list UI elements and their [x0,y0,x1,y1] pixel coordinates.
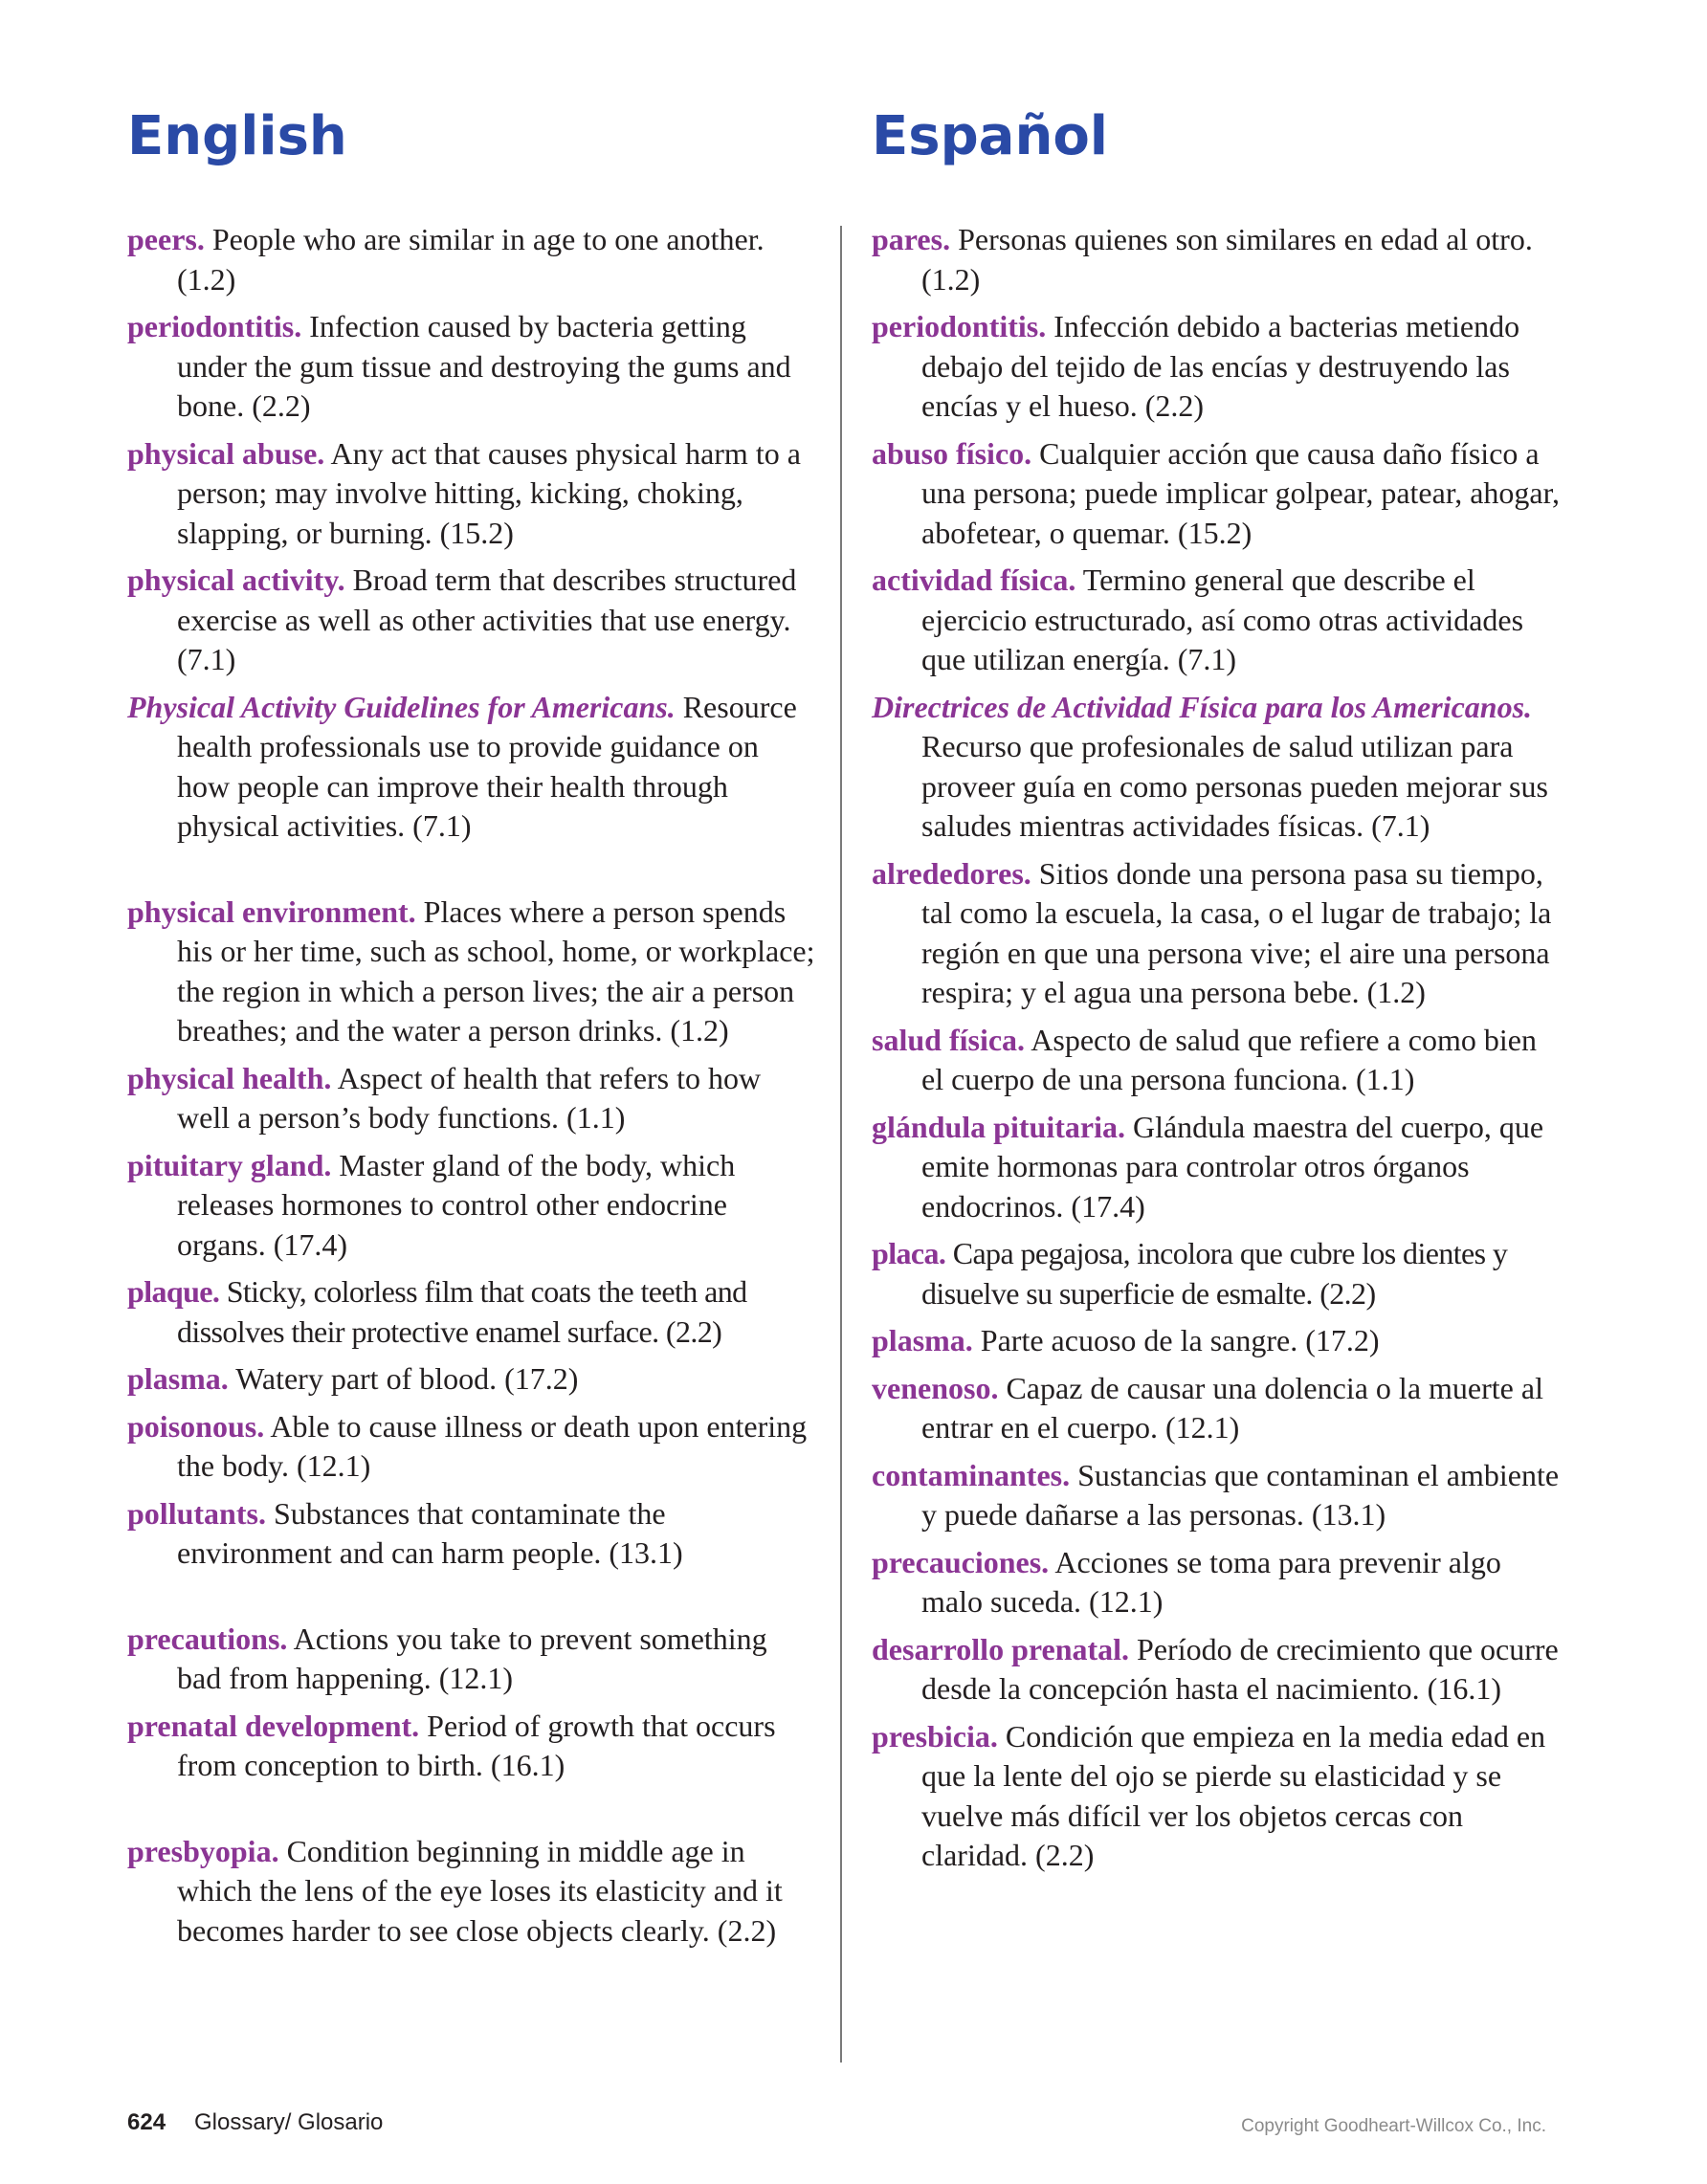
glossary-entry [127,893,816,1051]
glossary-entry [127,1059,816,1138]
glossary-entry [127,561,816,680]
glossary-term: plasma. [127,1361,229,1396]
glossary-entry [127,1620,816,1699]
glossary-entry [127,1494,816,1574]
glossary-entry [127,1707,816,1786]
glossary-term: pituitary gland. [127,1147,332,1182]
glossary-definition: Any act that causes physical harm to a person; may involve hitting, kicking, choking, slapping, or burning. (15.2) [177,435,801,550]
glossary-term: abuso físico. [872,435,1032,471]
glossary-term: Directrices de Actividad Física para los Americanos. [872,689,1533,724]
glossary-definition: Sitios donde una persona pasa su tiempo, tal como la escuela, la casa, o el lugar de trabajo; la región en que una persona vive; el aire una persona respira; y el agua una persona bebe. (1.2) [921,855,1552,1009]
copyright-notice: Copyright Goodheart-Willcox Co., Inc. [1241,2116,1546,2136]
glossary-term: periodontitis. [127,309,302,343]
glossary-definition: People who are similar in age to one another. (1.2) [177,222,765,297]
glossary-entry [127,1832,816,1952]
glossary-entry [127,1272,816,1352]
glossary-definition: Capa pegajosa, incolora que cubre los dientes y disuelve su superficie de esmalte. (2.2) [921,1236,1508,1311]
spanish-entries [872,220,1561,1876]
glossary-term: placa. [872,1236,946,1270]
glossary-entry [872,307,1561,427]
glossary-term: periodontitis. [872,309,1047,343]
glossary-definition: Watery part of blood. (17.2) [228,1361,579,1396]
glossary-definition: Able to cause illness or death upon entering the body. (12.1) [177,1408,808,1483]
glossary-term: pares. [872,222,951,256]
glossary-term: alrededores. [872,855,1031,891]
glossary-entry [127,434,816,554]
glossary-entry [127,1146,816,1266]
glossary-term: actividad física. [872,563,1076,597]
glossary-entry [872,1630,1561,1710]
glossary-term: glándula pituitaria. [872,1109,1125,1144]
glossary-definition: Recurso que profesionales de salud utilizan para proveer guía en como personas pueden mejorar sus saludes mientras actividades físicas. (7.1) [921,729,1548,843]
glossary-definition: Resource health professionals use to provide guidance on how people can improve their health through physical activities. (7.1) [177,689,797,843]
glossary-term: presbyopia. [127,1833,279,1868]
glossary-term: plasma. [872,1323,973,1357]
page-number: 624 [127,2109,166,2135]
glossary-definition: Personas quienes son similares en edad al otro. (1.2) [921,222,1533,297]
glossary-entry [872,854,1561,1013]
english-heading: English [127,105,347,167]
glossary-definition: Sticky, colorless film that coats the teeth and dissolves their protective enamel surface. (2.2) [177,1274,747,1349]
glossary-term: pollutants. [127,1495,266,1531]
glossary-definition: Período de crecimiento que ocurre desde la concepción hasta el nacimiento. (16.1) [921,1631,1559,1706]
glossary-entry [872,1543,1561,1622]
glossary-definition: Infección debido a bacterias metiendo debajo del tejido de las encías y destruyendo las encías y el hueso. (2.2) [921,309,1520,423]
glossary-term: physical activity. [127,563,345,597]
footer-label: Glossary/ Glosario [194,2109,384,2135]
glossary-definition: Capaz de causar una dolencia o la muerte al entrar en el cuerpo. (12.1) [921,1370,1543,1445]
glossary-definition: Substances that contaminate the environment and can harm people. (13.1) [177,1495,683,1570]
glossary-definition: Condición que empieza en la media edad en que la lente del ojo se pierde su elasticidad y se vuelve más difícil ver los objetos cercas con claridad. (2.2) [921,1718,1546,1872]
glossary-entry [872,1717,1561,1876]
glossary-term: prenatal development. [127,1708,420,1743]
glossary-definition: Acciones se toma para prevenir algo malo suceda. (12.1) [921,1544,1501,1619]
glossary-definition: Aspecto de salud que refiere a como bien el cuerpo de una persona funciona. (1.1) [921,1022,1537,1096]
glossary-term: precauciones. [872,1544,1050,1579]
glossary-definition: Period of growth that occurs from conception to birth. (16.1) [177,1708,776,1782]
glossary-definition: Condition beginning in middle age in which the lens of the eye loses its elasticity and it becomes harder to see close objects clearly. (2.2) [177,1833,783,1948]
english-entries [127,220,816,1951]
glossary-entry [872,561,1561,680]
glossary-entry [872,434,1561,554]
glossary-term: peers. [127,222,205,256]
glossary-term: salud física. [872,1022,1026,1057]
glossary-term: poisonous. [127,1408,265,1444]
glossary-term: Physical Activity Guidelines for Americans. [127,689,676,724]
glossary-term: desarrollo prenatal. [872,1631,1130,1666]
glossary-entry [872,1021,1561,1100]
glossary-term: contaminantes. [872,1457,1071,1492]
glossary-entry [872,688,1561,847]
glossary-term: venenoso. [872,1370,999,1405]
glossary-entry [127,688,816,847]
glossary-entry [127,220,816,299]
glossary-term: physical health. [127,1060,332,1095]
glossary-entry [872,1369,1561,1448]
glossary-definition: Places where a person spends his or her time, such as school, home, or workplace; the region in which a person lives; the air a person breathes; and the water a person drinks. (1.2) [177,893,815,1048]
glossary-entry [872,220,1561,299]
glossary-entry [872,1234,1561,1313]
glossary-definition: Parte acuoso de la sangre. (17.2) [972,1323,1380,1357]
glossary-definition: Sustancias que contaminan el ambiente y puede dañarse a las personas. (13.1) [921,1457,1560,1532]
glossary-entry [872,1108,1561,1227]
glossary-term: presbicia. [872,1718,998,1754]
glossary-entry [872,1321,1561,1361]
glossary-entry [872,1456,1561,1535]
glossary-definition: Master gland of the body, which releases hormones to control other endocrine organs. (17.4) [177,1147,736,1262]
column-divider [840,226,842,2063]
glossary-definition: Actions you take to prevent something bad from happening. (12.1) [177,1621,767,1695]
glossary-definition: Cualquier acción que causa daño físico a una persona; puede implicar golpear, patear, ahogar, abofetear, o quemar. (15.2) [921,435,1560,550]
glossary-definition: Glándula maestra del cuerpo, que emite hormonas para controlar otros órganos endocrinos. (17.4) [921,1109,1544,1224]
glossary-entry [127,307,816,427]
glossary-term: precautions. [127,1621,288,1656]
glossary-definition: Broad term that describes structured exercise as well as other activities that use energy. (7.1) [177,563,797,676]
glossary-definition: Aspect of health that refers to how well a person’s body functions. (1.1) [177,1060,762,1135]
glossary-entry [127,1407,816,1487]
glossary-definition: Termino general que describe el ejercicio estructurado, así como otras actividades que utilizan energía. (7.1) [921,563,1524,676]
glossary-term: physical abuse. [127,435,325,471]
glossary-definition: Infection caused by bacteria getting under the gum tissue and destroying the gums and bone. (2.2) [177,309,791,423]
glossary-term: plaque. [127,1274,220,1309]
glossary-entry [127,1359,816,1400]
glossary-term: physical environment. [127,893,416,929]
spanish-heading: Español [872,105,1108,167]
